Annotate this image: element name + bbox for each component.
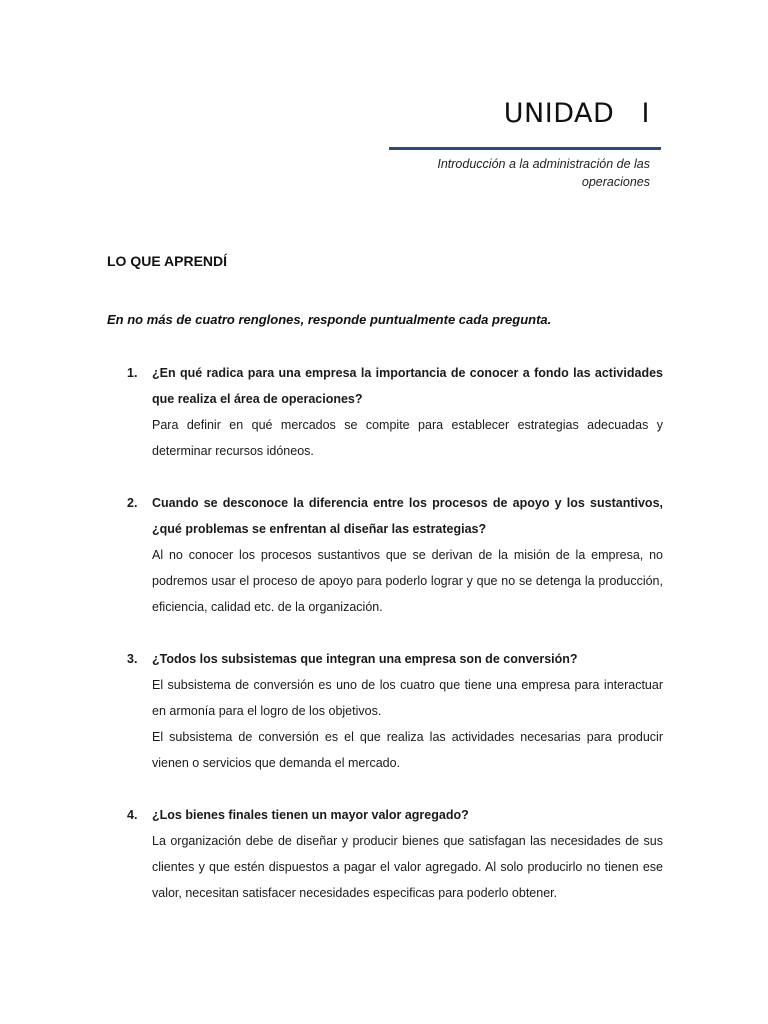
answer-text: Al no conocer los procesos sustantivos que se derivan de la misión de la empresa, no podremos usar el proceso de apoyo para poderlo lograr y que no se detenga la producción, eficiencia, calidad etc. de la organización. (152, 548, 663, 614)
answer-text: La organización debe de diseñar y producir bienes que satisfagan las necesidades de sus clientes y que estén dispuestos a pagar el valor agregado. Al solo producirlo no tienen ese valor, necesitan satisfacer necesidades especificas para poderlo obtener. (152, 834, 663, 900)
question-item (127, 360, 663, 464)
unit-title: UNIDAD I (503, 98, 650, 129)
question-text: ¿Todos los subsistemas que integran una empresa son de conversión? (152, 652, 578, 666)
question-text: Cuando se desconoce la diferencia entre los procesos de apoyo y los sustantivos, ¿qué problemas se enfrentan al diseñar las estrategias? (152, 496, 663, 536)
answer-text: El subsistema de conversión es el que realiza las actividades necesarias para producir vienen o servicios que demanda el mercado. (152, 730, 663, 770)
instruction-text: En no más de cuatro renglones, responde puntualmente cada pregunta. (107, 312, 552, 327)
question-item (127, 490, 663, 620)
question-text: ¿En qué radica para una empresa la importancia de conocer a fondo las actividades que realiza el área de operaciones? (152, 366, 663, 406)
answer-text: El subsistema de conversión es uno de los cuatro que tiene una empresa para interactuar en armonía para el logro de los objetivos. (152, 678, 663, 718)
question-item (127, 646, 663, 776)
question-number: 4. (127, 808, 138, 822)
question-text: ¿Los bienes finales tienen un mayor valor agregado? (152, 808, 469, 822)
question-item (127, 802, 663, 906)
answer-text: Para definir en qué mercados se compite para establecer estrategias adecuadas y determinar recursos idóneos. (152, 418, 663, 458)
question-number: 3. (127, 652, 138, 666)
question-list (127, 360, 663, 932)
question-number: 2. (127, 496, 138, 510)
header-divider (389, 147, 661, 150)
question-number: 1. (127, 366, 138, 380)
section-heading: LO QUE APRENDÍ (107, 253, 228, 269)
unit-subtitle: Introducción a la administración de las operaciones (437, 157, 650, 189)
